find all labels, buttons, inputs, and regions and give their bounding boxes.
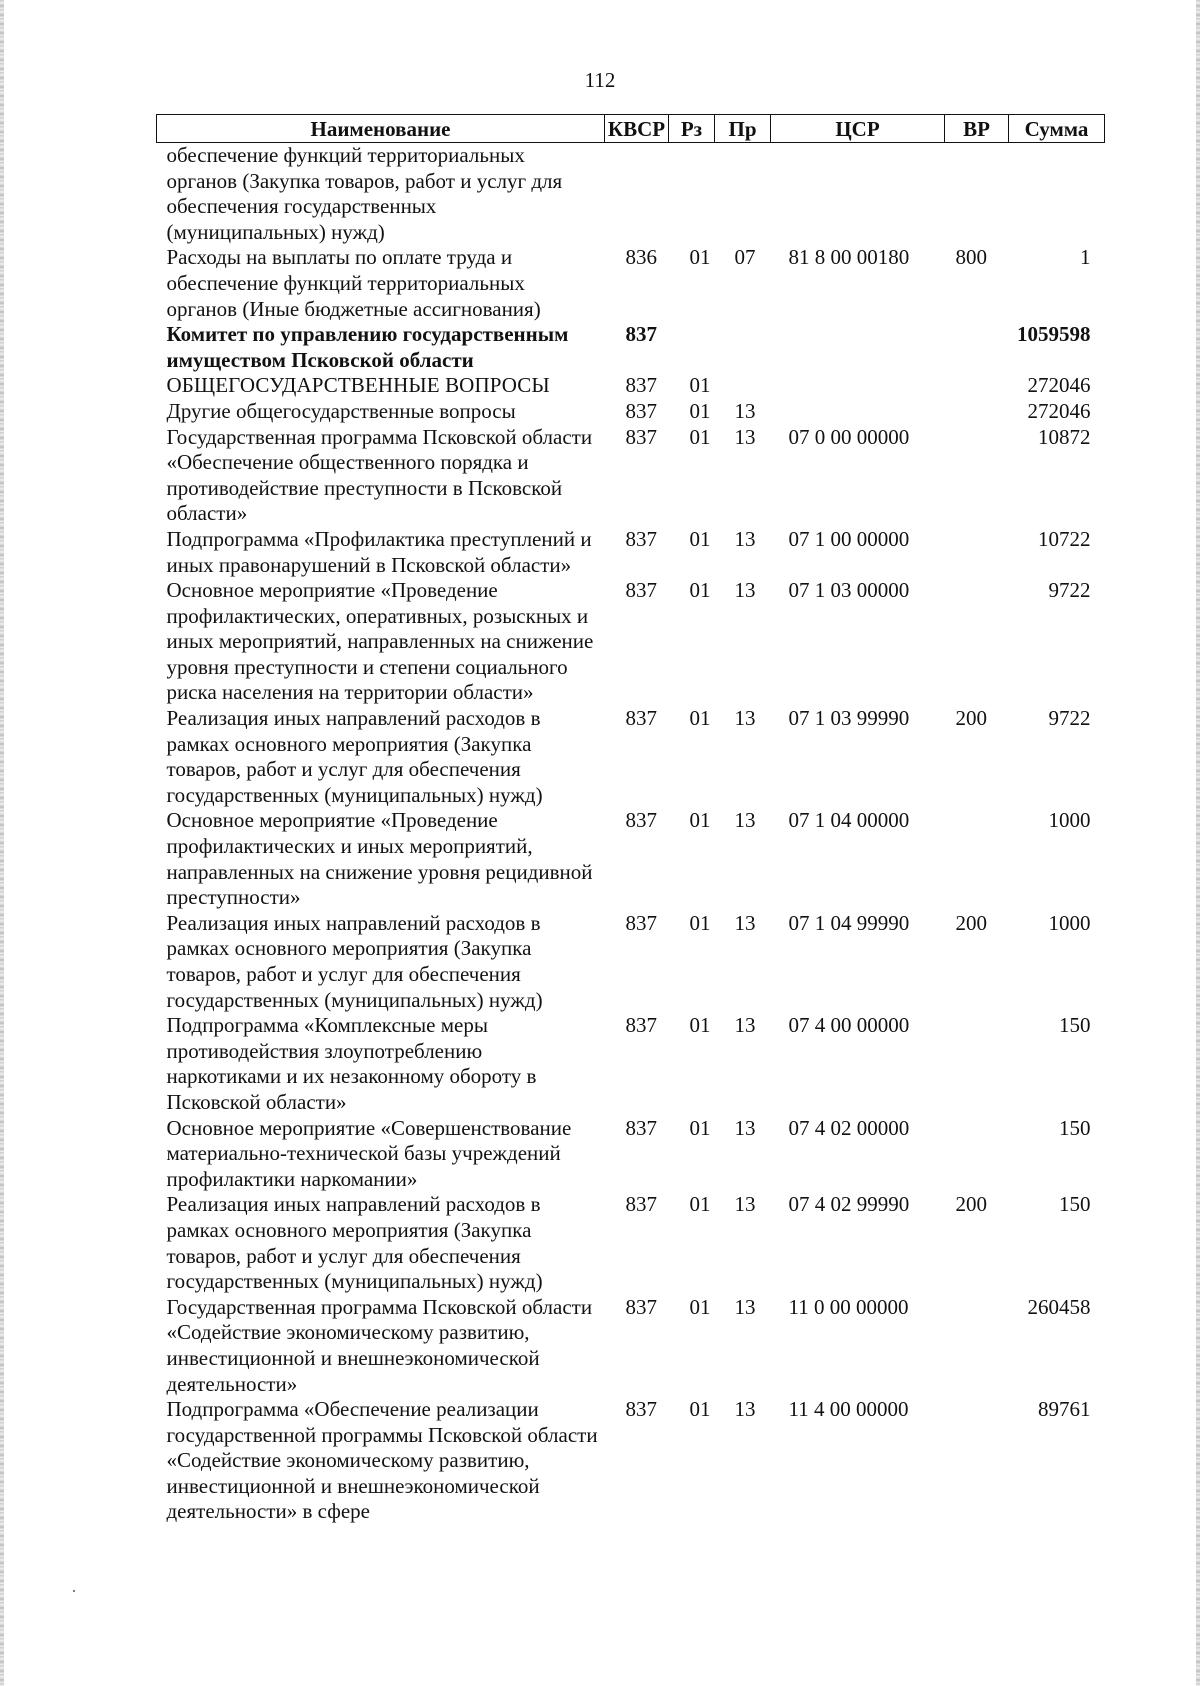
cell-csr: 07 4 02 99990	[788, 1192, 910, 1217]
cell-name: Подпрограмма «Обеспечение реализации государственной программы Псковской области «Содействие экономическому развитию, инвестиционной и внешнеэкономической деятельности» в сфере	[166, 1397, 598, 1524]
table-row	[157, 1397, 1105, 1525]
cell-kvsr: 837	[625, 1013, 657, 1038]
cell-pr: 13	[734, 1294, 756, 1319]
cell-rz	[669, 143, 715, 246]
scan-speck	[73, 1590, 75, 1592]
table-row	[157, 808, 1105, 910]
cell-pr	[715, 322, 771, 373]
cell-csr: 07 1 03 00000	[788, 578, 910, 603]
table-row	[157, 911, 1105, 1013]
cell-rz: 01	[689, 578, 711, 603]
cell-rz: 01	[689, 1115, 711, 1140]
cell-pr: 13	[734, 1013, 756, 1038]
cell-kvsr: 837	[625, 808, 657, 833]
cell-name: Реализация иных направлений расходов в рамках основного мероприятия (Закупка товаров, работ и услуг для обеспечения государственных (муниципальных) нужд)	[166, 706, 543, 807]
cell-kvsr: 837	[625, 398, 657, 423]
cell-pr	[715, 373, 771, 399]
cell-rz: 01	[689, 1192, 711, 1217]
table-row	[157, 578, 1105, 706]
cell-vr	[945, 1116, 1009, 1193]
cell-name: Государственная программа Псковской области «Содействие экономическому развитию, инвестиционной и внешнеэкономической деятельности»	[166, 1294, 593, 1396]
cell-csr: 81 8 00 00180	[788, 245, 910, 270]
cell-csr: 07 1 00 00000	[788, 526, 910, 551]
cell-vr	[945, 143, 1009, 246]
cell-name: ОБЩЕГОСУДАРСТВЕННЫЕ ВОПРОСЫ	[166, 373, 550, 398]
scan-edge-right	[1196, 0, 1200, 1686]
header-vr: ВР	[945, 115, 1009, 143]
cell-name: Подпрограмма «Комплексные меры противодействия злоупотреблению наркотиками и их незаконному обороту в Псковской области»	[166, 1013, 537, 1114]
scan-edge-left	[0, 0, 4, 1686]
cell-rz: 01	[689, 706, 711, 731]
cell-vr	[945, 1013, 1009, 1115]
cell-name: Комитет по управлению государственным имуществом Псковской области	[166, 322, 569, 372]
cell-pr: 13	[734, 578, 756, 603]
cell-kvsr: 837	[625, 322, 657, 347]
cell-sum: 150	[1059, 1115, 1091, 1140]
cell-rz: 01	[689, 808, 711, 833]
cell-vr: 200	[955, 910, 987, 935]
cell-csr: 11 0 00 00000	[788, 1294, 909, 1319]
page-number: 112	[584, 68, 616, 92]
cell-csr: 07 0 00 00000	[788, 424, 910, 449]
cell-vr	[945, 1397, 1009, 1525]
cell-name: Основное мероприятие «Проведение профилактических и иных мероприятий, направленных на снижение уровня рецидивной преступности»	[166, 808, 593, 910]
header-kvsr: КВСР	[605, 115, 669, 143]
cell-kvsr: 837	[625, 424, 657, 449]
cell-csr	[771, 322, 945, 373]
cell-pr: 13	[734, 910, 756, 935]
cell-vr	[945, 578, 1009, 706]
cell-vr	[945, 399, 1009, 425]
cell-pr: 13	[734, 808, 756, 833]
cell-sum: 9722	[1048, 706, 1091, 731]
cell-sum: 9722	[1048, 578, 1091, 603]
cell-csr: 07 1 04 99990	[788, 910, 910, 935]
cell-kvsr: 837	[625, 1294, 657, 1319]
cell-kvsr: 837	[625, 526, 657, 551]
cell-kvsr: 837	[625, 1192, 657, 1217]
cell-vr	[945, 808, 1009, 910]
cell-vr	[945, 322, 1009, 373]
cell-vr: 200	[955, 706, 987, 731]
cell-kvsr: 837	[625, 373, 657, 398]
cell-sum: 1000	[1048, 808, 1091, 833]
header-name: Наименование	[157, 115, 605, 143]
cell-pr	[715, 143, 771, 246]
cell-pr: 13	[734, 1192, 756, 1217]
cell-vr	[945, 425, 1009, 527]
cell-pr: 13	[734, 706, 756, 731]
cell-name: Другие общегосударственные вопросы	[166, 398, 516, 423]
table-row	[157, 1013, 1105, 1115]
cell-kvsr: 836	[625, 245, 657, 270]
cell-kvsr: 837	[625, 910, 657, 935]
cell-vr	[945, 1295, 1009, 1397]
cell-sum	[1009, 143, 1105, 246]
cell-rz: 01	[689, 1294, 711, 1319]
cell-csr: 07 1 04 00000	[788, 808, 910, 833]
cell-csr	[771, 373, 945, 399]
budget-table	[156, 114, 1105, 1525]
cell-sum: 1059598	[1017, 322, 1091, 347]
cell-name: Подпрограмма «Профилактика преступлений и иных правонарушений в Псковской области»	[166, 526, 592, 577]
cell-sum: 150	[1059, 1192, 1091, 1217]
cell-sum: 10722	[1038, 526, 1091, 551]
cell-pr: 13	[734, 1115, 756, 1140]
cell-pr: 13	[734, 1397, 756, 1422]
header-csr: ЦСР	[771, 115, 945, 143]
cell-rz: 01	[689, 1397, 711, 1422]
table-row	[157, 706, 1105, 808]
cell-rz: 01	[689, 1013, 711, 1038]
header-pr: Пр	[715, 115, 771, 143]
cell-name: Реализация иных направлений расходов в рамках основного мероприятия (Закупка товаров, работ и услуг для обеспечения государственных (муниципальных) нужд)	[166, 910, 543, 1012]
cell-name: обеспечение функций территориальных органов (Закупка товаров, работ и услуг для обеспечения государственных (муниципальных) нужд)	[166, 143, 563, 244]
cell-rz: 01	[689, 398, 711, 423]
table-row	[157, 399, 1105, 425]
cell-kvsr: 837	[625, 1397, 657, 1422]
cell-pr: 13	[734, 398, 756, 423]
cell-name: Реализация иных направлений расходов в рамках основного мероприятия (Закупка товаров, работ и услуг для обеспечения государственных (муниципальных) нужд)	[166, 1192, 543, 1294]
cell-csr: 07 1 03 99990	[788, 706, 910, 731]
cell-vr: 800	[955, 245, 987, 270]
table-row	[157, 1192, 1105, 1294]
table-row	[157, 143, 1105, 246]
cell-pr: 13	[734, 424, 756, 449]
cell-rz: 01	[689, 526, 711, 551]
cell-csr: 11 4 00 00000	[788, 1397, 909, 1422]
table-row	[157, 527, 1105, 578]
cell-csr: 07 4 02 00000	[788, 1115, 910, 1140]
table-row	[157, 322, 1105, 373]
cell-kvsr	[605, 143, 669, 246]
cell-rz: 01	[689, 373, 711, 398]
cell-rz: 01	[689, 910, 711, 935]
cell-vr	[945, 373, 1009, 399]
table-row	[157, 425, 1105, 527]
cell-pr: 07	[734, 245, 756, 270]
header-rz: Рз	[669, 115, 715, 143]
cell-name: Государственная программа Псковской области «Обеспечение общественного порядка и противодействие преступности в Псковской области»	[166, 424, 593, 526]
cell-sum: 260458	[1027, 1294, 1091, 1319]
cell-kvsr: 837	[625, 1115, 657, 1140]
cell-name: Основное мероприятие «Проведение профилактических, оперативных, розыскных и иных мероприятий, направленных на снижение уровня преступности и степени социального риска населения на территории области»	[166, 578, 594, 705]
cell-sum: 272046	[1027, 398, 1091, 423]
cell-pr: 13	[734, 526, 756, 551]
cell-kvsr: 837	[625, 706, 657, 731]
cell-sum: 1000	[1048, 910, 1091, 935]
cell-kvsr: 837	[625, 578, 657, 603]
table-row	[157, 1116, 1105, 1193]
cell-csr	[771, 143, 945, 246]
cell-sum: 150	[1059, 1013, 1091, 1038]
cell-vr: 200	[955, 1192, 987, 1217]
cell-name: Расходы на выплаты по оплате труда и обеспечение функций территориальных органов (Иные бюджетные ассигнования)	[166, 245, 541, 321]
cell-sum: 1	[1080, 245, 1091, 270]
table-row	[157, 245, 1105, 322]
cell-name: Основное мероприятие «Совершенствование материально-технической базы учреждений профилактики наркомании»	[166, 1115, 572, 1191]
table-header	[157, 115, 1105, 143]
cell-sum: 89761	[1038, 1397, 1091, 1422]
cell-sum: 272046	[1027, 373, 1091, 398]
table-row	[157, 373, 1105, 399]
cell-rz: 01	[689, 245, 711, 270]
cell-sum: 10872	[1038, 424, 1091, 449]
cell-csr: 07 4 00 00000	[788, 1013, 910, 1038]
cell-vr	[945, 527, 1009, 578]
cell-rz: 01	[689, 424, 711, 449]
header-row	[157, 115, 1105, 143]
table-row	[157, 1295, 1105, 1397]
cell-csr	[771, 399, 945, 425]
cell-rz	[669, 322, 715, 373]
table-body	[157, 143, 1105, 1526]
header-sum: Сумма	[1009, 115, 1105, 143]
